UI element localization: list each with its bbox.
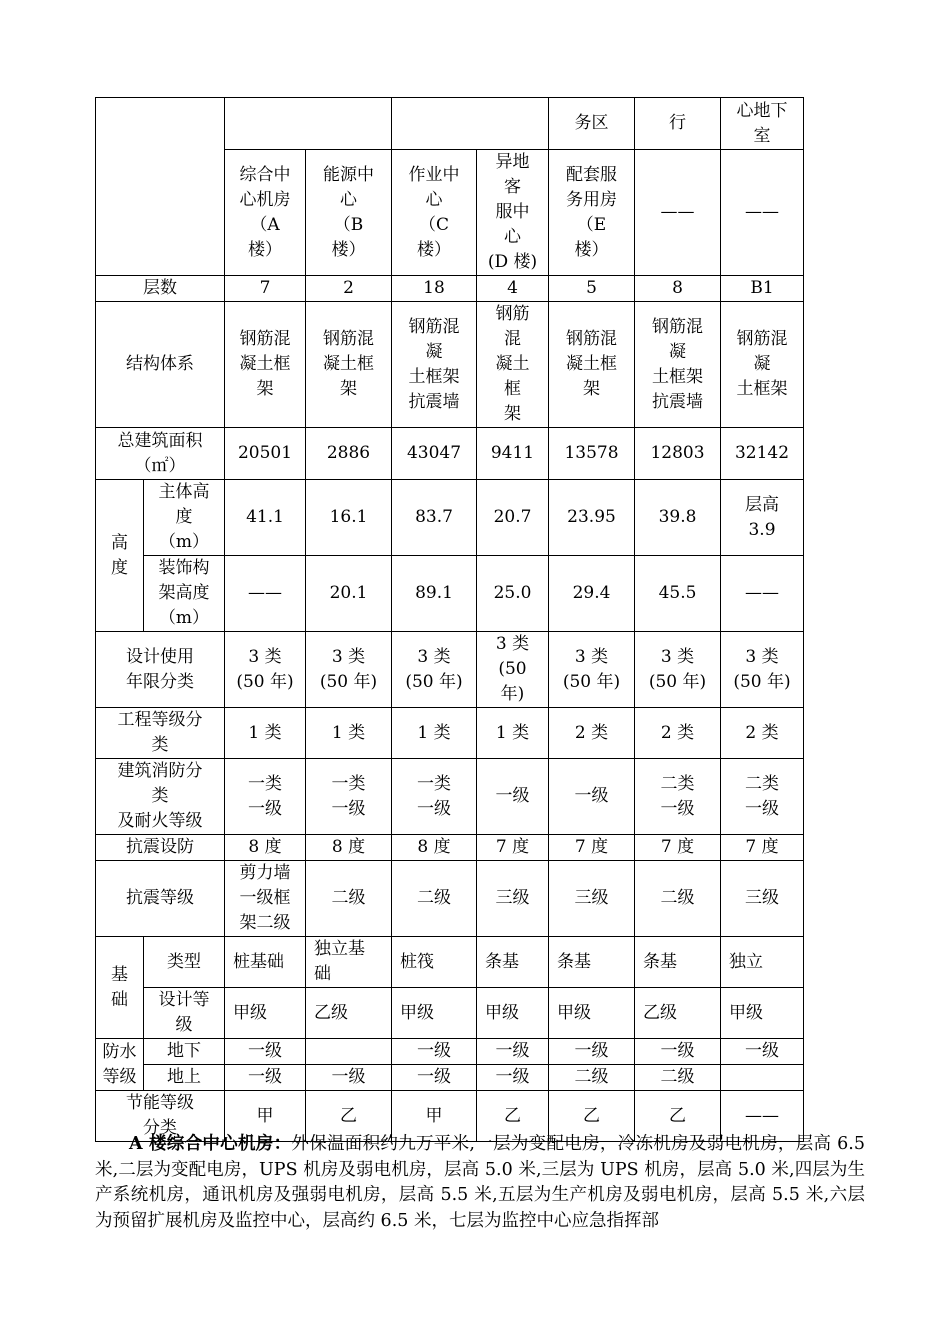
- data-cell: 3 类 (50 年): [635, 632, 721, 708]
- data-cell: 2 类: [721, 708, 804, 759]
- data-cell: 7 度: [721, 835, 804, 861]
- data-cell: 2886: [306, 428, 392, 480]
- data-cell: 8 度: [392, 835, 477, 861]
- data-cell: 条基: [477, 937, 549, 988]
- data-cell: 1 类: [392, 708, 477, 759]
- data-cell: 甲级: [392, 988, 477, 1039]
- data-cell: 7 度: [635, 835, 721, 861]
- data-cell: 12803: [635, 428, 721, 480]
- row-label: 装饰构 架高度 （m）: [144, 556, 225, 632]
- data-cell: 乙: [306, 1091, 392, 1142]
- data-cell: 39.8: [635, 480, 721, 556]
- table-row: [96, 302, 804, 428]
- table-row: [96, 1065, 804, 1091]
- row-label: 节能等级 分类: [96, 1091, 225, 1142]
- building-name-cell: ——: [721, 150, 804, 276]
- data-cell: 18: [392, 276, 477, 302]
- building-name-cell: 配套服 务用房 （E 楼）: [549, 150, 635, 276]
- data-cell: 一级: [477, 1039, 549, 1065]
- data-cell: 一级: [477, 759, 549, 835]
- data-cell: 三级: [477, 861, 549, 937]
- paragraph-body: 外保温面积约九万平米,一层为变配电房，冷冻机房及弱电机房，层高 6.5 米,二层为变配电房，UPS 机房及弱电机房，层高 5.0 米,三层为 UPS 机房，层高 5.0 米,四层为生产系统机房，通讯机房及强弱电机房，层高 5.5 米,五层为生产机房及弱电机房，层高 5.5 米,六层为预留扩展机房及监控中心，层高约 6.5 米，七层为监控中心应急指挥部: [95, 1134, 865, 1231]
- data-cell: 25.0: [477, 556, 549, 632]
- table-row: [96, 937, 804, 988]
- table-row: [96, 861, 804, 937]
- data-cell: 1 类: [306, 708, 392, 759]
- row-label: 设计使用 年限分类: [96, 632, 225, 708]
- data-cell: 桩基础: [225, 937, 306, 988]
- data-cell: 41.1: [225, 480, 306, 556]
- data-cell: 一类 一级: [392, 759, 477, 835]
- data-cell: 二级: [306, 861, 392, 937]
- data-cell: 三级: [549, 861, 635, 937]
- data-cell: 8: [635, 276, 721, 302]
- data-cell: 1 类: [477, 708, 549, 759]
- data-cell: 一级: [549, 1039, 635, 1065]
- data-cell: 二类 一级: [721, 759, 804, 835]
- corner-cell: [96, 98, 225, 276]
- table-row: [96, 428, 804, 480]
- data-cell: 独立基 础: [306, 937, 392, 988]
- data-cell: 三级: [721, 861, 804, 937]
- data-cell: 钢筋 混 凝土 框 架: [477, 302, 549, 428]
- data-cell: 2: [306, 276, 392, 302]
- data-cell: 8 度: [306, 835, 392, 861]
- data-cell: 20.1: [306, 556, 392, 632]
- row-label: 建筑消防分 类 及耐火等级: [96, 759, 225, 835]
- data-cell: 3 类 (50 年): [477, 632, 549, 708]
- data-cell: 4: [477, 276, 549, 302]
- row-label: 工程等级分 类: [96, 708, 225, 759]
- row-label: 层数: [96, 276, 225, 302]
- row-label: 总建筑面积 （㎡）: [96, 428, 225, 480]
- data-cell: 二级: [392, 861, 477, 937]
- table-row: [96, 759, 804, 835]
- data-cell: 乙: [477, 1091, 549, 1142]
- data-cell: ——: [225, 556, 306, 632]
- group-label: 防水 等级: [96, 1039, 144, 1091]
- data-cell: 二级: [635, 861, 721, 937]
- table-row: [96, 98, 804, 150]
- paragraph-heading: A 楼综合中心机房：: [129, 1134, 292, 1154]
- data-cell: 条基: [635, 937, 721, 988]
- table-row: [96, 988, 804, 1039]
- data-cell: 甲级: [549, 988, 635, 1039]
- data-cell: 一类 一级: [306, 759, 392, 835]
- data-cell: 二级: [549, 1065, 635, 1091]
- data-cell: 20.7: [477, 480, 549, 556]
- data-cell: 29.4: [549, 556, 635, 632]
- row-label: 设计等 级: [144, 988, 225, 1039]
- data-cell: [306, 1039, 392, 1065]
- row-label: 结构体系: [96, 302, 225, 428]
- blank-cell: [225, 98, 392, 150]
- data-cell: 一级: [306, 1065, 392, 1091]
- data-cell: 9411: [477, 428, 549, 480]
- blank-cell: [392, 98, 549, 150]
- building-spec-table: [95, 97, 804, 1142]
- data-cell: 剪力墙 一级框 架二级: [225, 861, 306, 937]
- data-cell: 43047: [392, 428, 477, 480]
- data-cell: 7: [225, 276, 306, 302]
- data-cell: 层高 3.9: [721, 480, 804, 556]
- data-cell: 甲: [392, 1091, 477, 1142]
- data-cell: 2 类: [635, 708, 721, 759]
- building-name-cell: 能源中 心 （B 楼）: [306, 150, 392, 276]
- header-cell: 务区: [549, 98, 635, 150]
- data-cell: 20501: [225, 428, 306, 480]
- data-cell: 一级: [549, 759, 635, 835]
- data-cell: 一级: [225, 1065, 306, 1091]
- table-row: [96, 708, 804, 759]
- data-cell: 条基: [549, 937, 635, 988]
- data-cell: 独立: [721, 937, 804, 988]
- data-cell: 乙: [635, 1091, 721, 1142]
- data-cell: 二级: [635, 1065, 721, 1091]
- data-cell: 8 度: [225, 835, 306, 861]
- table-row: [96, 556, 804, 632]
- row-label: 地下: [144, 1039, 225, 1065]
- row-label: 抗震等级: [96, 861, 225, 937]
- data-cell: 1 类: [225, 708, 306, 759]
- building-name-cell: ——: [635, 150, 721, 276]
- data-cell: [721, 1065, 804, 1091]
- data-cell: 钢筋混 凝土框 架: [306, 302, 392, 428]
- row-label: 地上: [144, 1065, 225, 1091]
- header-cell: 心地下 室: [721, 98, 804, 150]
- data-cell: 3 类 (50 年): [225, 632, 306, 708]
- data-cell: 5: [549, 276, 635, 302]
- row-label: 类型: [144, 937, 225, 988]
- data-cell: 89.1: [392, 556, 477, 632]
- data-cell: 一级: [635, 1039, 721, 1065]
- data-cell: 甲: [225, 1091, 306, 1142]
- data-cell: 3 类 (50 年): [306, 632, 392, 708]
- data-cell: 2 类: [549, 708, 635, 759]
- building-name-cell: 异地 客 服中 心 (D 楼): [477, 150, 549, 276]
- data-cell: 一级: [225, 1039, 306, 1065]
- data-cell: 一级: [392, 1039, 477, 1065]
- data-cell: 32142: [721, 428, 804, 480]
- header-cell: 行: [635, 98, 721, 150]
- data-cell: 钢筋混 凝 土框架 抗震墙: [635, 302, 721, 428]
- data-cell: 一类 一级: [225, 759, 306, 835]
- table-row: [96, 1039, 804, 1065]
- data-cell: 乙级: [306, 988, 392, 1039]
- row-label: 抗震设防: [96, 835, 225, 861]
- data-cell: 23.95: [549, 480, 635, 556]
- data-cell: 钢筋混 凝土框 架: [225, 302, 306, 428]
- data-cell: 钢筋混 凝 土框架 抗震墙: [392, 302, 477, 428]
- table-row: [96, 480, 804, 556]
- data-cell: 13578: [549, 428, 635, 480]
- data-cell: 83.7: [392, 480, 477, 556]
- row-label: 主体高 度 （m）: [144, 480, 225, 556]
- table-row: [96, 835, 804, 861]
- group-label: 高 度: [96, 480, 144, 632]
- building-name-cell: 综合中 心机房 （A 楼）: [225, 150, 306, 276]
- data-cell: 甲级: [225, 988, 306, 1039]
- data-cell: 钢筋混 凝土框 架: [549, 302, 635, 428]
- data-cell: 乙: [549, 1091, 635, 1142]
- data-cell: 7 度: [549, 835, 635, 861]
- data-cell: B1: [721, 276, 804, 302]
- data-cell: ——: [721, 556, 804, 632]
- data-cell: 钢筋混 凝 土框架: [721, 302, 804, 428]
- data-cell: ——: [721, 1091, 804, 1142]
- table-row: [96, 276, 804, 302]
- table-row: [96, 632, 804, 708]
- building-name-cell: 作业中 心 （C 楼）: [392, 150, 477, 276]
- data-cell: 45.5: [635, 556, 721, 632]
- data-cell: 一级: [477, 1065, 549, 1091]
- data-cell: 16.1: [306, 480, 392, 556]
- data-cell: 一级: [721, 1039, 804, 1065]
- data-cell: 3 类 (50 年): [392, 632, 477, 708]
- data-cell: 甲级: [477, 988, 549, 1039]
- data-cell: 7 度: [477, 835, 549, 861]
- data-cell: 乙级: [635, 988, 721, 1039]
- building-a-description: [95, 1132, 865, 1234]
- data-cell: 3 类 (50 年): [721, 632, 804, 708]
- data-cell: 桩筏: [392, 937, 477, 988]
- data-cell: 二类 一级: [635, 759, 721, 835]
- data-cell: 3 类 (50 年): [549, 632, 635, 708]
- data-cell: 一级: [392, 1065, 477, 1091]
- group-label: 基 础: [96, 937, 144, 1039]
- data-cell: 甲级: [721, 988, 804, 1039]
